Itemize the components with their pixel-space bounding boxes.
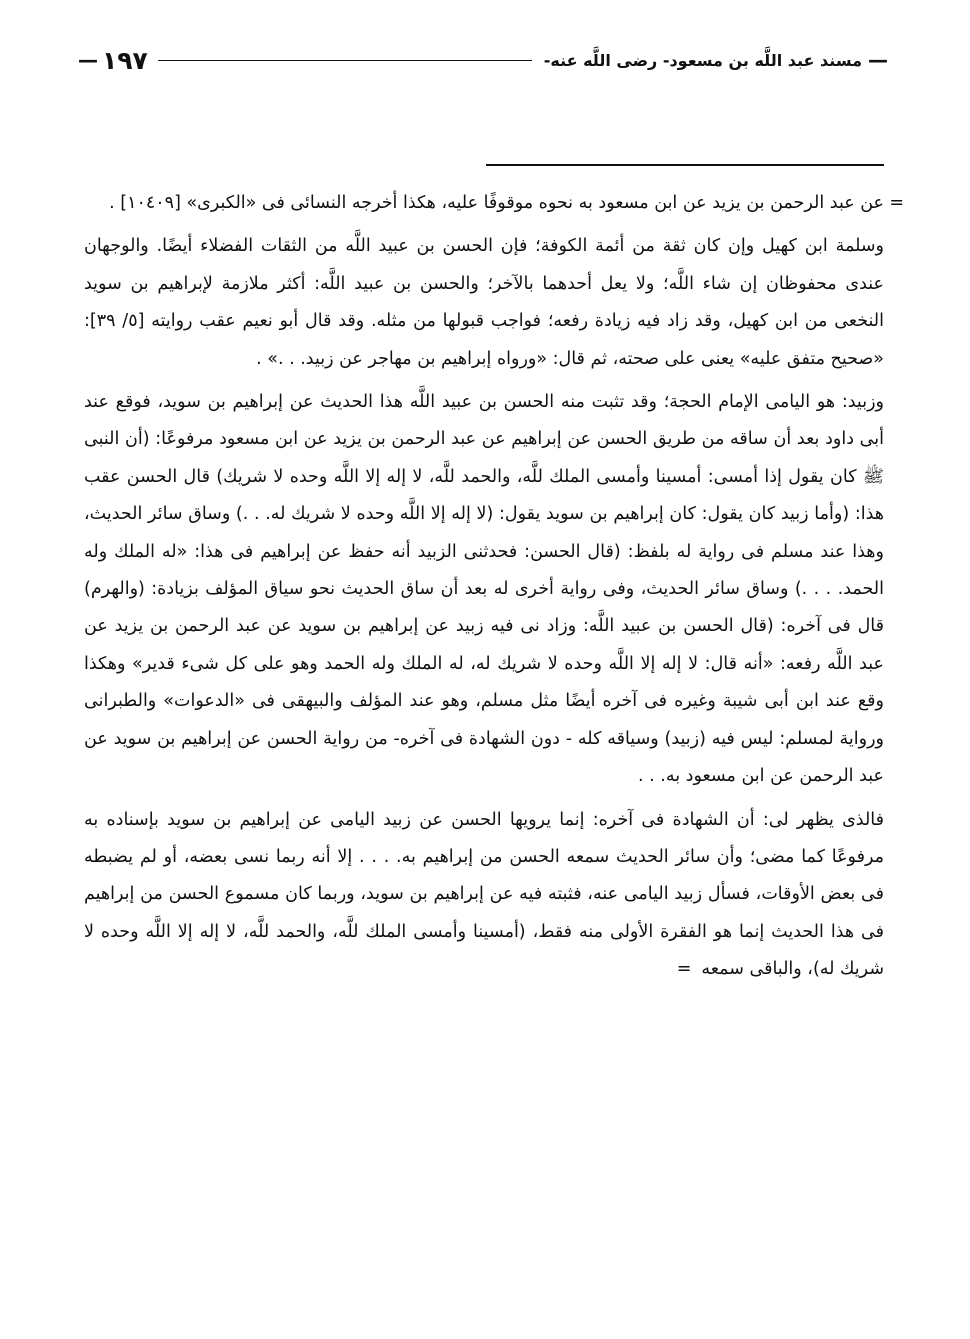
paragraph-2: وسلمة ابن كهيل وإن كان ثقة من أئمة الكوفة؛ فإن الحسن بن عبيد اللَّه من الثقات الفضلاء أيضًا. والوجهان عندى محفوظان إن شاء اللَّه؛ ولا يعل أحدهما بالآخر؛ والحسن بن عبيد اللَّه: أكثر ملازمة لإبراهيم بن سويد النخعى من ابن كهيل، وقد زاد فيه زيادة رفعه؛ فواجب قبولها من مثله. وقد قال أبو نعيم عقب روايته [٥/ ٣٩]: «صحيح متفق عليه» يعنى على صحته، ثم قال: «ورواه إبراهيم بن مهاجر عن زبيد. . .» . (84, 236, 884, 369)
paragraph-1 (84, 185, 904, 222)
header-dash-right: — (868, 48, 888, 72)
running-title: مسند عبد اللَّه بن مسعود- رضى اللَّه عنه- (543, 50, 862, 70)
header-dash-left: — (78, 48, 98, 72)
paragraph-4 (84, 802, 884, 989)
footnote-separator (486, 164, 884, 166)
paragraph-1-text: عن عبد الرحمن بن يزيد عن ابن مسعود به نحوه موقوفًا عليه، هكذا أخرجه النسائى فى «الكبرى» [١٠٤٠٩] . (109, 193, 884, 213)
running-header (78, 38, 888, 82)
footnote-body (84, 185, 904, 995)
paragraph-4-text: فالذى يظهر لى: أن الشهادة فى آخره: إنما يرويها الحسن عن زبيد اليامى عن إبراهيم بن سويد بإسناده به مرفوعًا كما مضى؛ وأن سائر الحديث سمعه الحسن من إبراهيم به. . . . إلا أنه ربما نسى بعضه، أو لم يضبطه فى بعض الأوقات، فسأل زبيد اليامى عنه، فثبته فيه عن إبراهيم بن سويد، وربما كان مسموع الحسن من إبراهيم فى هذا الحديث إنما هو الفقرة الأولى منه فقط، (أمسينا وأمسى الملك للَّه، والحمد للَّه، لا إله إلا اللَّه وحده لا شريك له)، والباقى سمعه (84, 809, 884, 980)
paragraph-3: وزبيد: هو اليامى الإمام الحجة؛ وقد تثبت منه الحسن بن عبيد اللَّه هذا الحديث عن إبراهيم بن سويد، فوقع عند أبى داود بعد أن ساقه من طريق الحسن عن إبراهيم عن عبد الرحمن بن يزيد عن ابن مسعود مرفوعًا: (أن النبى ﷺ كان يقول إذا أمسى: أمسينا وأمسى الملك للَّه، والحمد للَّه، لا إله إلا اللَّه وحده لا شريك) قال الحسن عقب هذا: (وأما زبيد كان يقول: كان إبراهيم بن سويد يقول: (لا إله إلا اللَّه وحده لا شريك له. . .) وساق سائر الحديث، وهذا عند مسلم فى رواية له بلفظ: (قال الحسن: فحدثنى الزبيد أنه حفظ عن إبراهيم فى هذا: «له الملك وله الحمد. . . .) وساق سائر الحديث، وفى رواية أخرى له بعد أن ساق الحديث نحو سياق المؤلف بزيادة: (والهرم) قال فى آخره: (قال الحسن بن عبيد اللَّه: وزاد نى فيه زبيد عن إبراهيم بن سويد عن عبد الرحمن بن يزيد عن عبد اللَّه رفعه: «أنه قال: لا إله إلا اللَّه وحده لا شريك له، له الملك وله الحمد وهو على كل شىء قدير» وهكذا وقع عند ابن أبى شيبة وغيره فى آخره أيضًا مثل مسلم، وهو عند المؤلف والبيهقى فى «الدعوات» والطبرانى ورواية لمسلم: ليس فيه (زبيد) وسياقه كله - دون الشهادة فى آخره- من رواية الحسن عن إبراهيم بن سويد عن عبد الرحمن عن ابن مسعود به. . . (84, 392, 884, 787)
header-rule (158, 60, 532, 61)
end-marker: = (676, 959, 692, 980)
page-number: ١٩٧ (102, 45, 148, 75)
continuation-marker: = (889, 193, 904, 213)
